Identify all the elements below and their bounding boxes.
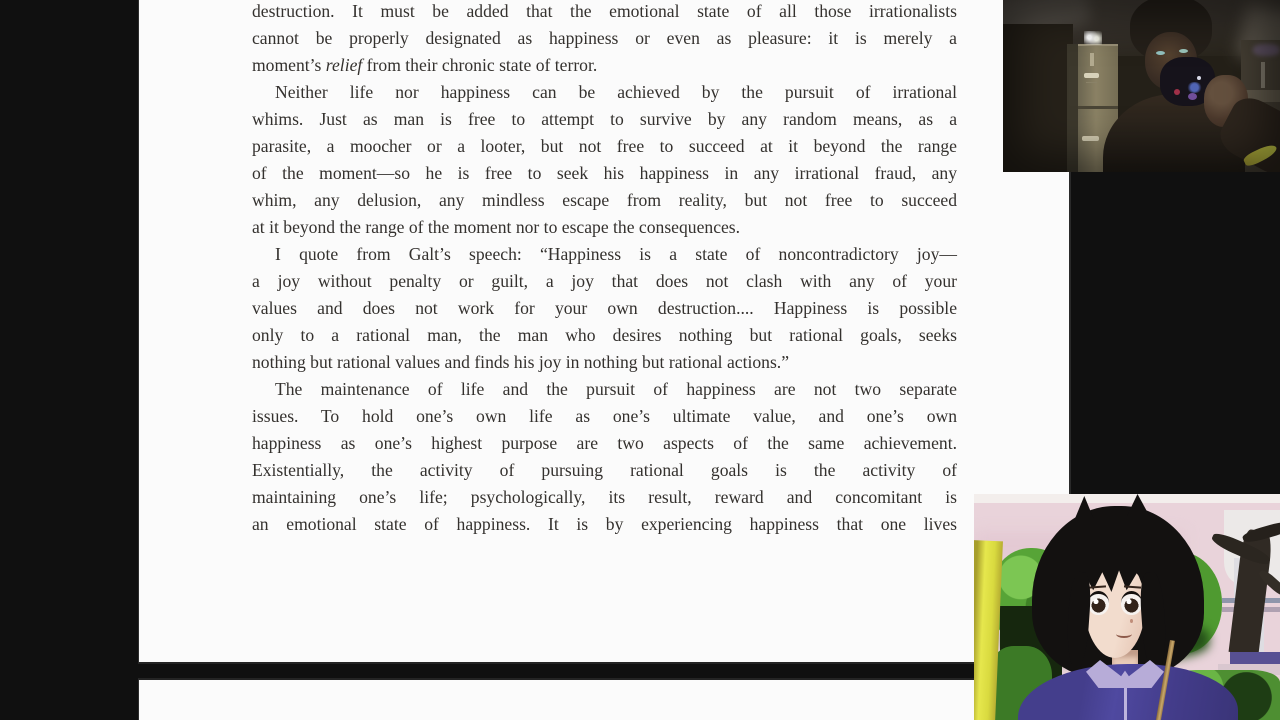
book-text-line: cannot be properly designated as happiness or even as pleasure: it is merely a [252,28,957,48]
book-text-line: at it beyond the range of the moment nor to escape the consequences. [252,217,741,237]
next-book-page [138,678,1071,720]
book-text [252,0,957,538]
book-text-line: values and does not work for your own destruction.... Happiness is possible [252,298,957,318]
eye-right [1121,591,1142,615]
book-text-line: The maintenance of life and the pursuit of happiness are not two separate [275,379,957,399]
book-text-line: moment’s relief from their chronic state of terror. [252,55,598,75]
book-text-line: Neither life nor happiness can be achieved by the pursuit of irrational [275,82,957,102]
book-text-line: nothing but rational values and finds his joy in nothing but rational actions.” [252,352,790,372]
book-text-line: a joy without penalty or guilt, a joy that does not clash with any of your [252,271,957,291]
book-text-line: Existentially, the activity of pursuing rational goals is the activity of [252,460,957,480]
mouth [1116,630,1132,638]
eye-left [1088,591,1109,615]
book-text-line: only to a rational man, the man who desires nothing but rational goals, seeks [252,325,957,345]
book-text-line: an emotional state of happiness. It is by experiencing happiness that one lives [252,514,957,534]
book-text-line: whim, any delusion, any mindless escape from reality, but not free to succeed [252,190,957,210]
book-text-line: issues. To hold one’s own life as one’s ultimate value, and one’s own [252,406,957,426]
book-text-line: of the moment—so he is free to seek his happiness in any irrational fraud, any [252,163,957,183]
shirt-placket [1124,688,1127,720]
nose [1130,619,1133,623]
book-page [138,0,1071,664]
book-text-line: destruction. It must be added that the emotional state of all those irrationalists [252,1,957,21]
book-text-line: maintaining one’s life; psychologically, its result, reward and concomitant is [252,487,957,507]
book-text-line: whims. Just as man is free to attempt to survive by any random means, as a [252,109,957,129]
webcam-vignette [1003,0,1280,172]
webcam-overlay [1003,0,1280,172]
anime-sky-strip [974,494,1280,503]
book-text-line: parasite, a moocher or a looter, but not free to succeed at it beyond the range [252,136,957,156]
anime-overlay [974,494,1280,720]
book-text-line: I quote from Galt’s speech: “Happiness is a state of noncontradictory joy— [275,244,957,264]
book-text-line: happiness as one’s highest purpose are two aspects of the same achievement. [252,433,957,453]
